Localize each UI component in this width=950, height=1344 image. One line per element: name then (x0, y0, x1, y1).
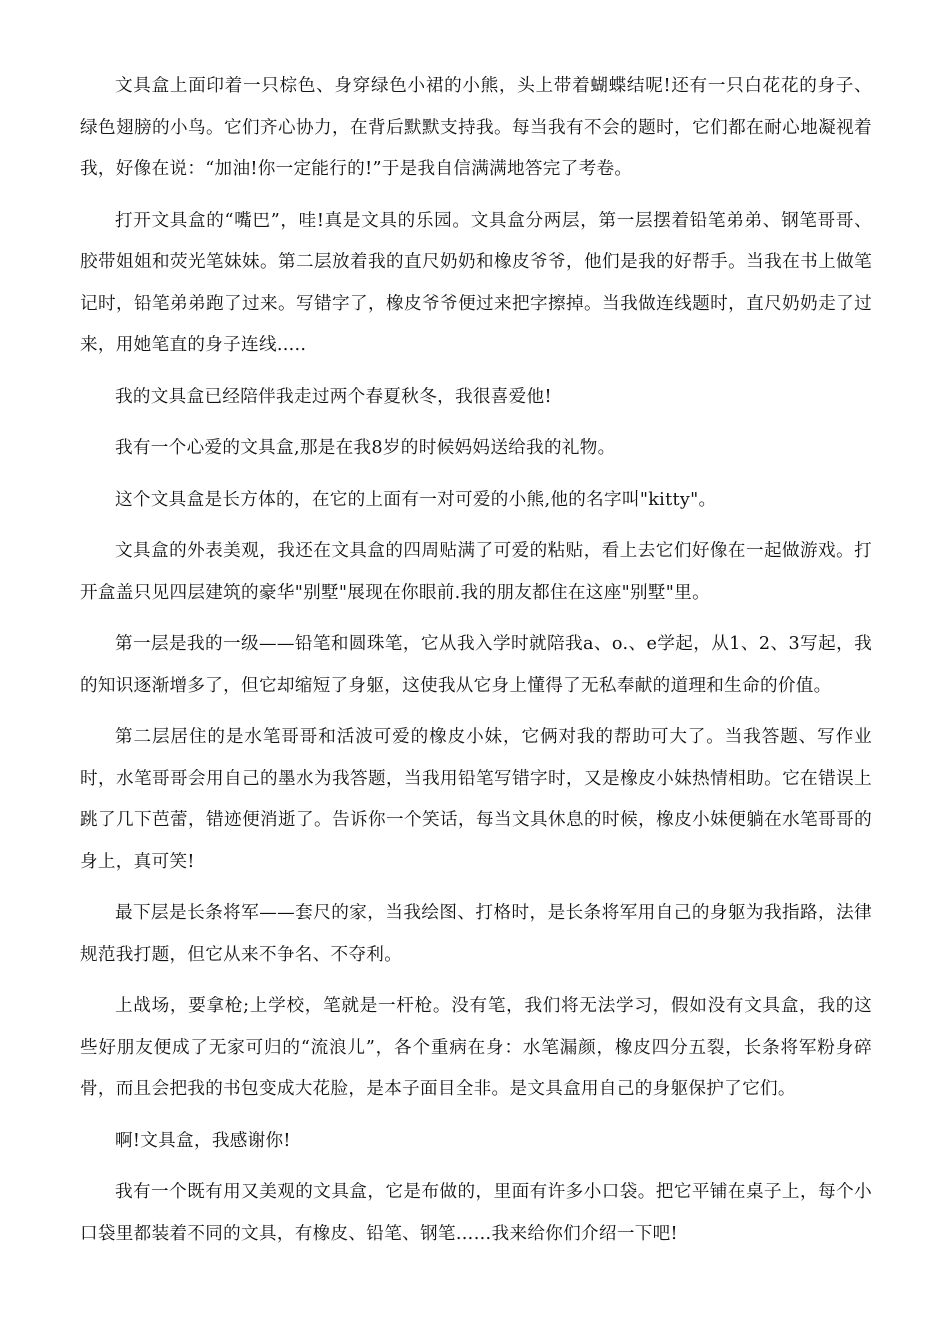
paragraph-8: 第二层居住的是水笔哥哥和活波可爱的橡皮小妹，它俩对我的帮助可大了。当我答题、写作业时，水笔哥哥会用自己的墨水为我答题，当我用铅笔写错字时，又是橡皮小妹热情相助。它在错误上跳了几下芭蕾，错迹便消逝了。告诉你一个笑话，每当文具休息的时候，橡皮小妹便躺在水笔哥哥的身上，真可笑! (80, 727, 872, 872)
paragraph-3: 我的文具盒已经陪伴我走过两个春夏秋冬，我很喜爱他! (115, 386, 552, 407)
paragraph-10: 上战场，要拿枪;上学校，笔就是一杆枪。没有笔，我们将无法学习，假如没有文具盒，我的这些好朋友便成了无家可归的“流浪儿”，各个重病在身：水笔漏颜，橡皮四分五裂，长条将军粉身碎骨，而且会把我的书包变成大花脸，是本子面目全非。是文具盒用自己的身躯保护了它们。 (80, 996, 872, 1099)
paragraph-9: 最下层是长条将军——套尺的家，当我绘图、打格时，是长条将军用自己的身躯为我指路，法律规范我打题，但它从来不争名、不夺利。 (80, 903, 872, 965)
paragraph-2: 打开文具盒的“嘴巴”，哇!真是文具的乐园。文具盒分两层，第一层摆着铅笔弟弟、钢笔哥哥、胶带姐姐和荧光笔妹妹。第二层放着我的直尺奶奶和橡皮爷爷，他们是我的好帮手。当我在书上做笔记时，铅笔弟弟跑了过来。写错字了，橡皮爷爷便过来把字擦掉。当我做连线题时，直尺奶奶走了过来，用她笔直的身子连线..... (80, 210, 872, 355)
paragraph-11: 啊!文具盒，我感谢你! (115, 1130, 291, 1151)
paragraph-12: 我有一个既有用又美观的文具盒，它是布做的，里面有许多小口袋。把它平铺在桌子上，每个小口袋里都装着不同的文具，有橡皮、铅笔、钢笔……我来给你们介绍一下吧! (80, 1182, 872, 1244)
paragraph-7: 第一层是我的一级——铅笔和圆珠笔，它从我入学时就陪我a、o.、e学起，从1、2、3写起，我的知识逐渐增多了，但它却缩短了身躯，这使我从它身上懂得了无私奉献的道理和生命的价值。 (80, 634, 872, 696)
paragraph-1: 文具盒上面印着一只棕色、身穿绿色小裙的小熊，头上带着蝴蝶结呢!还有一只白花花的身子、绿色翅膀的小鸟。它们齐心协力，在背后默默支持我。每当我有不会的题时，它们都在耐心地凝视着我，好像在说：“加油!你一定能行的!”于是我自信满满地答完了考卷。 (80, 76, 872, 179)
paragraph-5: 这个文具盒是长方体的，在它的上面有一对可爱的小熊,他的名字叫"kitty"。 (115, 489, 717, 510)
paragraph-6: 文具盒的外表美观，我还在文具盒的四周贴满了可爱的粘贴，看上去它们好像在一起做游戏。打开盒盖只见四层建筑的豪华"别墅"展现在你眼前.我的朋友都住在这座"别墅"里。 (80, 541, 872, 603)
paragraph-4: 我有一个心爱的文具盒,那是在我8岁的时候妈妈送给我的礼物。 (115, 438, 616, 458)
document-body (80, 66, 872, 1265)
